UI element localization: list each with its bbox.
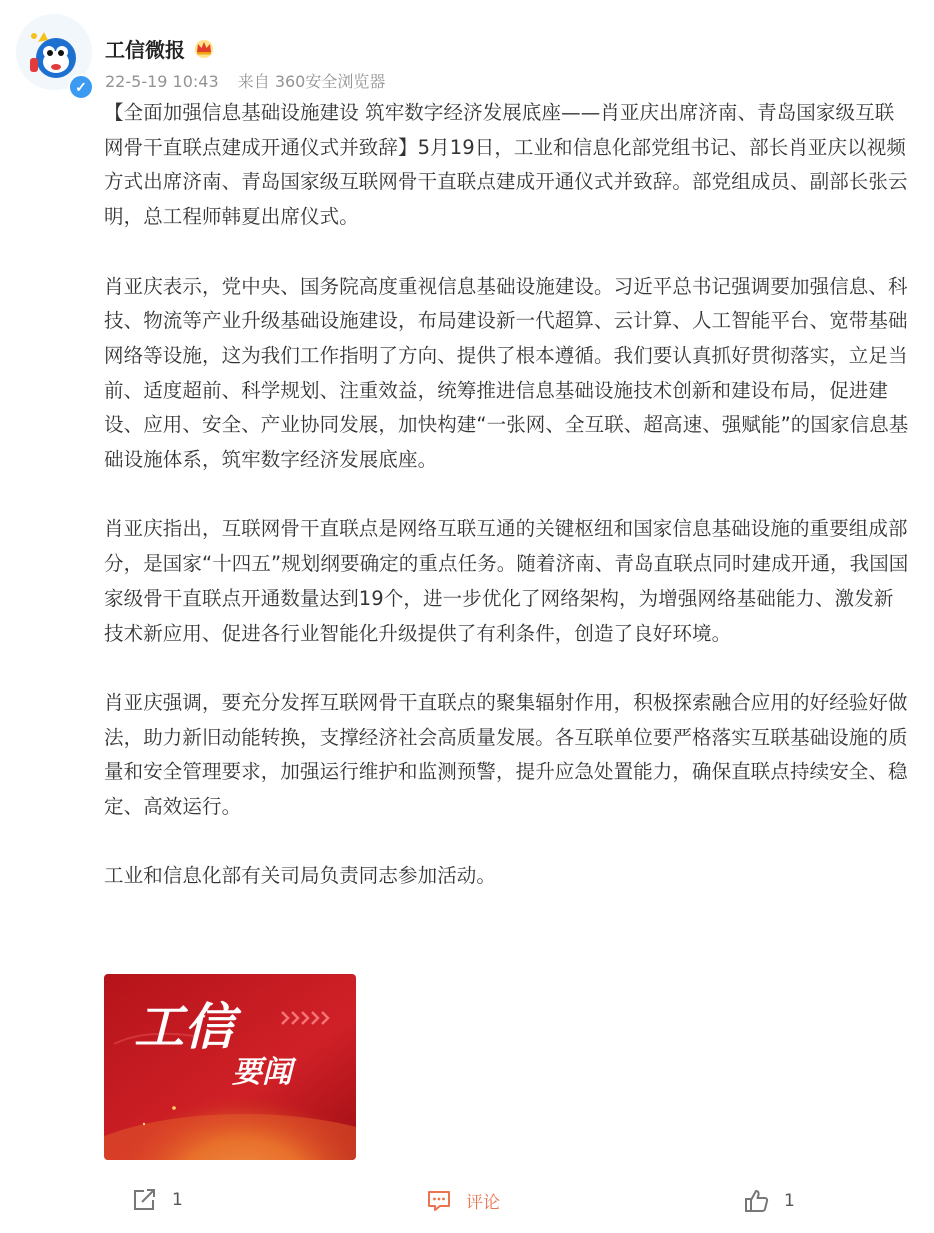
- crown-icon[interactable]: [193, 38, 215, 58]
- banner-subtitle: 要闻: [232, 1055, 292, 1090]
- like-count: 1: [784, 1191, 795, 1211]
- verified-icon: ✓: [68, 74, 94, 100]
- post-time[interactable]: 22-5-19 10:43: [105, 72, 219, 91]
- author-name[interactable]: 工信微报: [105, 37, 185, 62]
- share-icon: [132, 1188, 158, 1212]
- post-source: 来自 360安全浏览器: [237, 72, 386, 91]
- post-body: [104, 96, 912, 894]
- paragraph: 肖亚庆指出，互联网骨干直联点是网络互联互通的关键枢纽和国家信息基础设施的重要组成部分，是国家“十四五”规划纲要确定的重点任务。随着济南、青岛直联点同时建成开通，我国国家级骨干直联点开通数量达到19个，进一步优化了网络架构，为增强网络基础能力、激发新技术新应用、促进各行业智能化升级提供了有利条件，创造了良好环境。: [104, 517, 909, 645]
- banner-title: 工信: [134, 998, 234, 1056]
- post-meta: [105, 69, 399, 92]
- post-image[interactable]: [104, 974, 356, 1160]
- paragraph: 工业和信息化部有关司局负责同志参加活动。: [104, 864, 497, 888]
- like-icon: [744, 1188, 770, 1214]
- comment-button[interactable]: [426, 1188, 500, 1213]
- comment-icon: [426, 1189, 452, 1213]
- share-count: 1: [172, 1190, 183, 1210]
- share-button[interactable]: [132, 1188, 183, 1212]
- paragraph: 肖亚庆强调，要充分发挥互联网骨干直联点的聚集辐射作用，积极探索融合应用的好经验好做法，助力新旧动能转换，支撑经济社会高质量发展。各互联单位要严格落实互联基础设施的质量和安全管理要求，加强运行维护和监测预警，提升应急处置能力，确保直联点持续安全、稳定、高效运行。: [104, 690, 908, 819]
- paragraph: 肖亚庆表示，党中央、国务院高度重视信息基础设施建设。习近平总书记强调要加强信息、科技、物流等产业升级基础设施建设，布局建设新一代超算、云计算、人工智能平台、宽带基础网络等设施，这为我们工作指明了方向、提供了根本遵循。我们要认真抓好贯彻落实，立足当前、适度超前、科学规划、注重效益，统筹推进信息基础设施技术创新和建设布局，促进建设、应用、安全、产业协同发展，加快构建“一张网、全互联、超高速、强赋能”的国家信息基础设施体系，筑牢数字经济发展底座。: [104, 274, 909, 472]
- comment-label: 评论: [466, 1193, 500, 1213]
- post-header: [16, 14, 916, 96]
- paragraph: 【全面加强信息基础设施建设 筑牢数字经济发展底座——肖亚庆出席济南、青岛国家级互联网骨干直联点建成开通仪式并致辞】5月19日，工业和信息化部党组书记、部长肖亚庆以视频方式出席济南、青岛国家级互联网骨干直联点建成开通仪式并致辞。部党组成员、副部长张云明，总工程师韩夏出席仪式。: [104, 101, 908, 229]
- post-actions: [0, 1180, 934, 1230]
- like-button[interactable]: [744, 1188, 795, 1214]
